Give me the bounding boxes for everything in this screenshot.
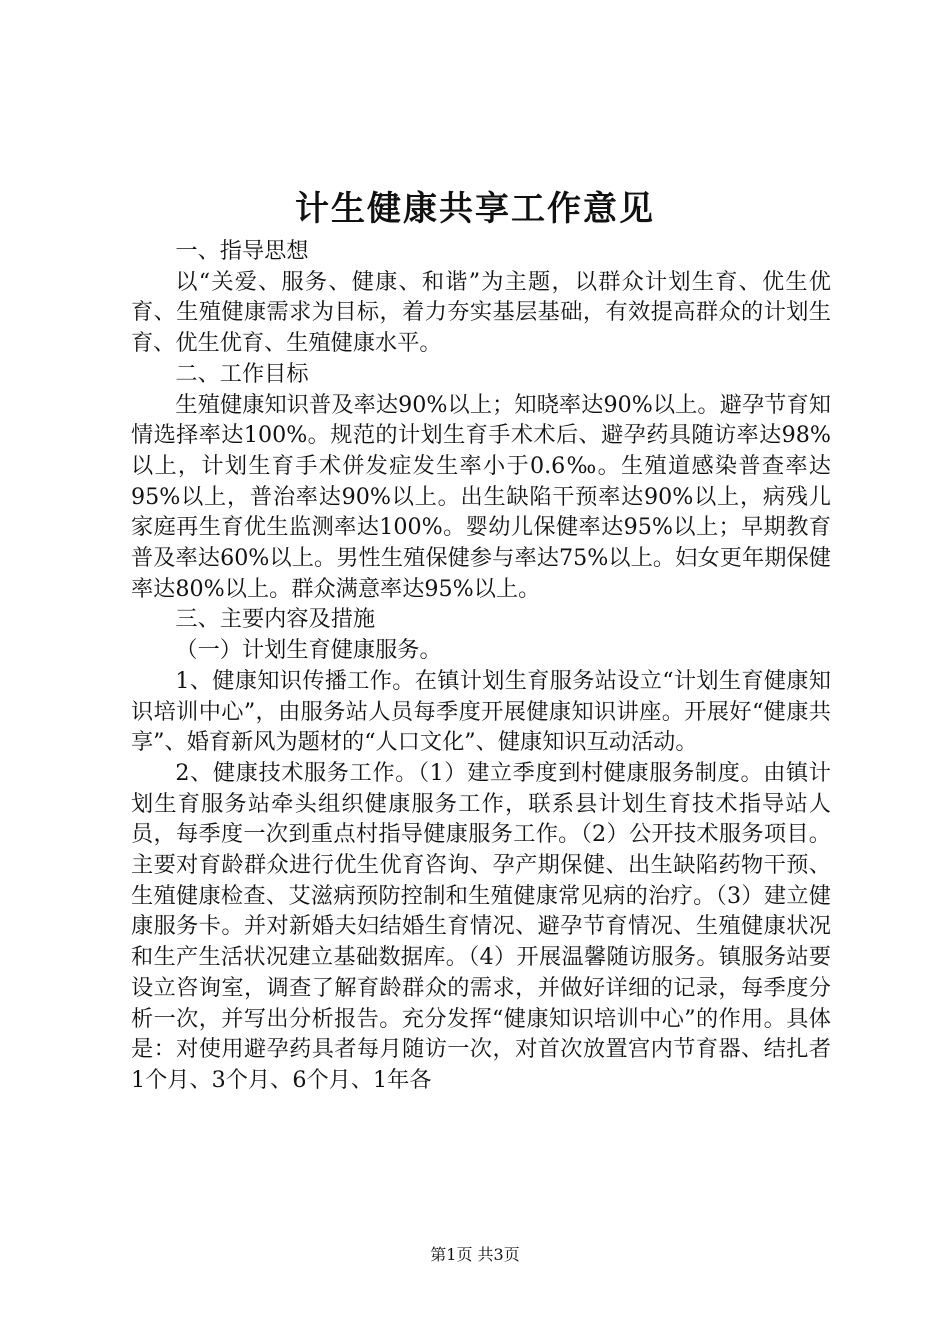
paragraph-knowledge-dissemination: 1、健康知识传播工作。在镇计划生育服务站设立“计划生育健康知识培训中心”，由服务站人员每季度开展健康知识讲座。开展好“健康共享”、婚育新风为题材的“人口文化”、健康知识互动活动。 [131, 667, 831, 756]
document-title: 计生健康共享工作意见 [295, 189, 655, 229]
document-body [131, 236, 831, 1096]
paragraph-guiding-thought: 以“关爱、服务、健康、和谐”为主题，以群众计划生育、优生优育、生殖健康需求为目标，着力夯实基层基础，有效提高群众的计划生育、优生优育、生殖健康水平。 [131, 268, 831, 357]
section-heading-work-goals: 二、工作目标 [175, 360, 309, 387]
section-heading-main-content: 三、主要内容及措施 [175, 606, 376, 633]
paragraph-technical-service: 2、健康技术服务工作。（1）建立季度到村健康服务制度。由镇计划生育服务站牵头组织健康服务工作，联系县计划生育技术指导站人员，每季度一次到重点村指导健康服务工作。（2）公开技术服务项目。主要对育龄群众进行优生优育咨询、孕产期保健、出生缺陷药物干预、生殖健康检查、艾滋病预防控制和生殖健康常见病的治疗。（3）建立健康服务卡。并对新婚夫妇结婚生育情况、避孕节育情况、生殖健康状况和生产生活状况建立基础数据库。（4）开展温馨随访服务。镇服务站要设立咨询室，调查了解育龄群众的需求，并做好详细的记录，每季度分析一次，并写出分析报告。充分发挥“健康知识培训中心”的作用。具体是：对使用避孕药具者每月随访一次，对首次放置宫内节育器、结扎者1个月、3个月、6个月、1年各 [131, 759, 831, 1093]
paragraph-work-goals: 生殖健康知识普及率达90%以上；知晓率达90%以上。避孕节育知情选择率达100%。规范的计划生育手术术后、避孕药具随访率达98%以上，计划生育手术併发症发生率小于0.6‰。生殖道感染普查率达95%以上，普治率达90%以上。出生缺陷干预率达90%以上，病残儿家庭再生育优生监测率达100%。婴幼儿保健率达95%以上；早期教育普及率达60%以上。男性生殖保健参与率达75%以上。妇女更年期保健率达80%以上。群众满意率达95%以上。 [131, 391, 831, 602]
page-footer: 第1页 共3页 [430, 1245, 520, 1264]
section-heading-guiding-thought: 一、指导思想 [175, 238, 309, 264]
subsection-heading-health-service: （一）计划生育健康服务。 [175, 637, 442, 664]
